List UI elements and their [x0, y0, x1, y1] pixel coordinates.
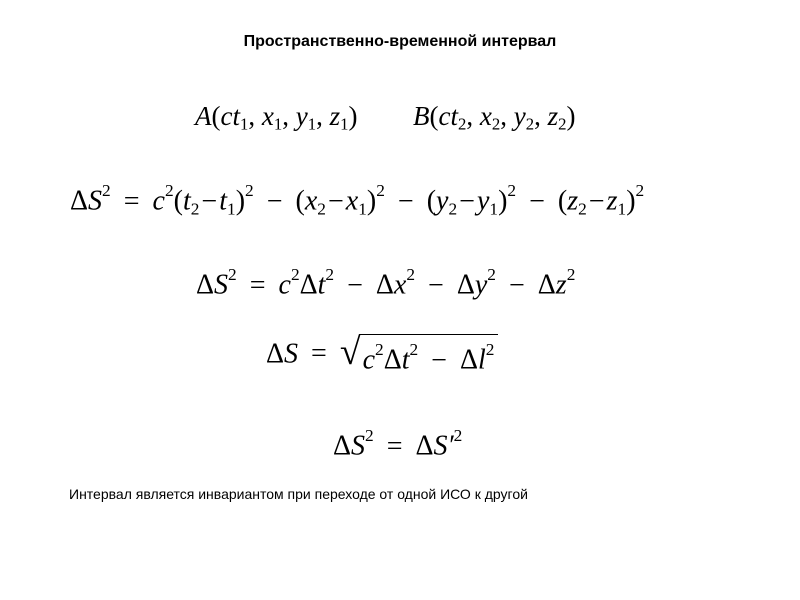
- interval-invariance-formula: $\Delta S^2 = \Delta S'^2$: [333, 426, 463, 462]
- interval-sqrt-formula: $\Delta S = √c^2\Delta t^2 - \Delta l^2$: [266, 334, 498, 375]
- invariance-statement: Интервал является инвариантом при переходе от одной ИСО к другой: [69, 486, 528, 502]
- interval-delta-formula: $\Delta S^2 = c^2\Delta t^2 - \Delta x^2 - \Delta y^2 - \Delta z^2$: [196, 265, 576, 301]
- event-b: $B(ct_2$, $x_2$, $y_2$, $z_2$): [412, 101, 576, 134]
- radicand: $c^2\Delta t^2 - \Delta l^2$: [359, 334, 499, 375]
- square-root: [339, 331, 499, 376]
- event-coordinates-formula: [195, 103, 575, 133]
- event-a: $A(ct_1$, $x_1$, $y_1$, $z_1$): [195, 101, 358, 134]
- interval-full-formula: $\Delta S^2 = c^2(t_2-t_1)^2 - (x_2-x_1)^2 - (y_2-y_1)^2 - (z_2-z_1)^2$: [70, 181, 645, 219]
- radical-sign: √: [339, 331, 361, 374]
- page-title: Пространственно-временной интервал: [243, 33, 557, 50]
